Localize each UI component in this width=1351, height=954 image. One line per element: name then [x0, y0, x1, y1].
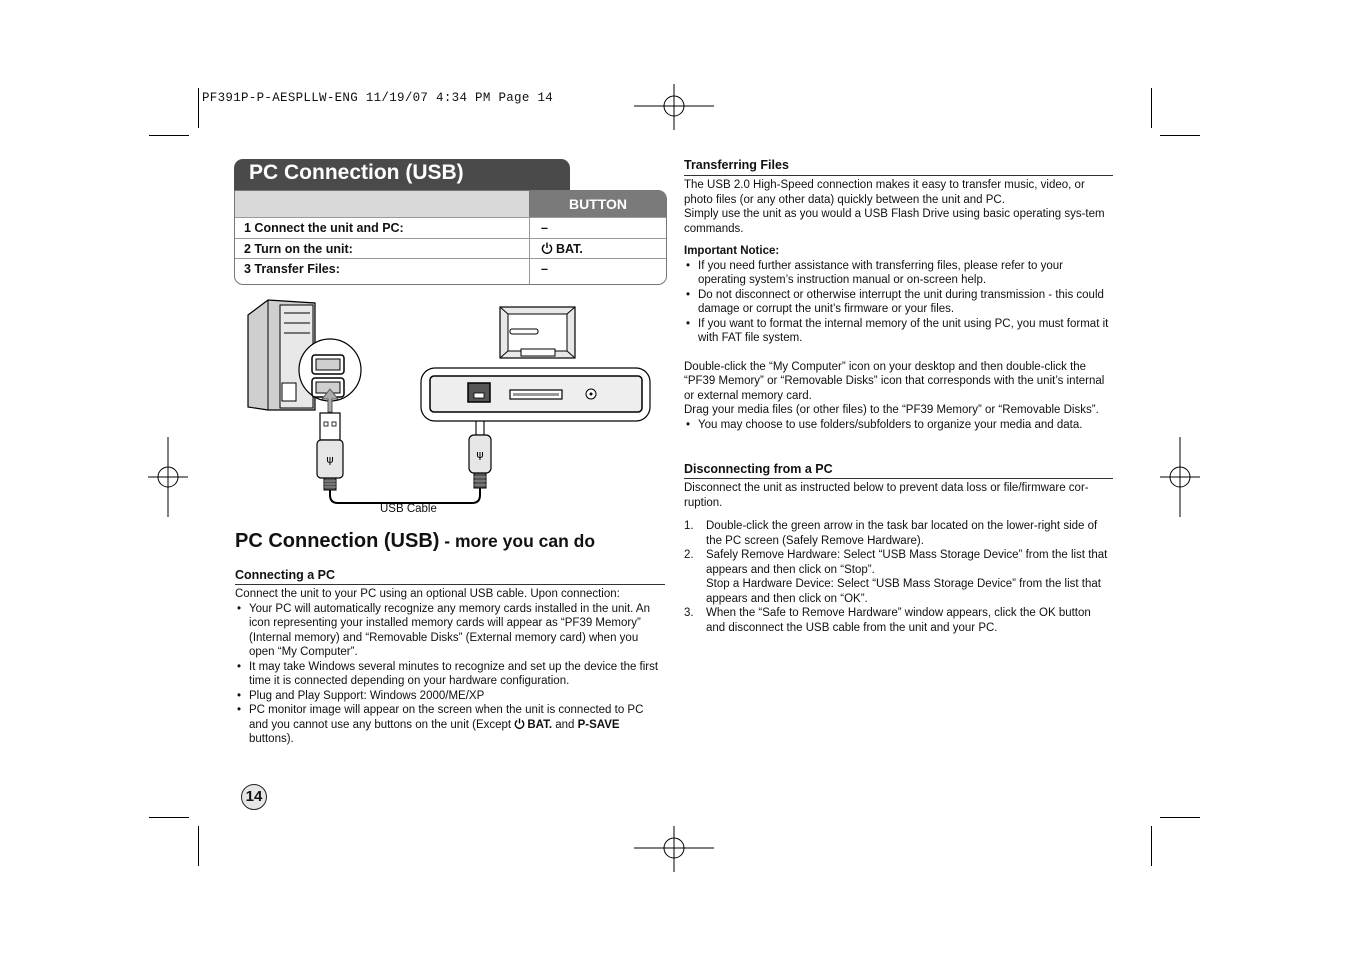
- section-rule: [684, 478, 1113, 479]
- mini-usb-plug-illustration: [469, 420, 491, 488]
- last-bullet-post: buttons).: [249, 733, 294, 745]
- table-header-blank: [235, 191, 529, 217]
- disconnecting-steps: [684, 519, 1113, 635]
- step-label: 1 Connect the unit and PC:: [244, 221, 404, 235]
- list-item: [684, 519, 1113, 548]
- connecting-bullets: [235, 602, 665, 747]
- disconnecting-body: [684, 481, 1113, 635]
- list-item: • Plug and Play Support: Windows 2000/ME/XP: [235, 689, 665, 704]
- registration-mark: [148, 437, 188, 517]
- svg-text:ψ: ψ: [326, 453, 334, 466]
- transferring-para: Double-click the “My Computer” icon on your desktop and then double-click the “PF39 Memory” or “Removable Disks” icon that corresponds with the unit’s internal or external memory card.: [684, 360, 1105, 402]
- photo-frame-illustration: [500, 307, 575, 358]
- section-rule: [235, 584, 665, 585]
- button-table: [234, 190, 667, 285]
- page-number: 14: [241, 784, 267, 810]
- transferring-para: Simply use the unit as you would a USB Flash Drive using basic operating sys-tem commands.: [684, 208, 1105, 235]
- list-item: • Do not disconnect or otherwise interrupt the unit during transmission - this could damage or corrupt the unit’s firmware or your files.: [684, 288, 1113, 317]
- crop-mark: [198, 88, 199, 128]
- step-number: 3.: [684, 607, 694, 619]
- button-value: –: [541, 221, 548, 235]
- crop-mark: [1151, 826, 1152, 866]
- list-item: • If you need further assistance with transferring files, please refer to your operating system’s instruction manual or on-screen help.: [684, 259, 1113, 288]
- power-icon: [514, 718, 525, 729]
- crop-mark: [1151, 88, 1152, 128]
- step-text: When the “Safe to Remove Hardware” window appears, click the OK button and disconnect the USB cable from the unit and your PC.: [706, 607, 1091, 634]
- list-item: • Your PC will automatically recognize any memory cards installed in the unit. An icon representing your installed memory cards will appear as “PF39 Memory” (Internal memory) and “Removable Disks” (External memory card) when you open “My Computer”.: [235, 602, 665, 660]
- list-item: [684, 548, 1113, 606]
- section-title-tab: [234, 159, 570, 191]
- step-text: Double-click the green arrow in the task bar located on the lower-right side of the PC screen (Safely Remove Hardware).: [706, 520, 1098, 547]
- step-text: Stop a Hardware Device: Select “USB Mass Storage Device” from the list that appears and then click on “OK”.: [706, 578, 1101, 605]
- step-number: 1.: [684, 520, 694, 532]
- crop-mark: [1160, 817, 1200, 818]
- button-value-wrap: [541, 242, 583, 256]
- svg-text:ψ: ψ: [476, 448, 484, 461]
- table-header-button: BUTTON: [530, 191, 666, 217]
- registration-mark: [1160, 437, 1200, 517]
- crop-mark: [149, 135, 189, 136]
- transferring-para: The USB 2.0 High-Speed connection makes it easy to transfer music, video, or photo files (or any other data) quickly between the unit and PC.: [684, 179, 1085, 206]
- step-label: 3 Transfer Files:: [244, 262, 340, 276]
- disconnecting-heading: Disconnecting from a PC: [684, 462, 833, 476]
- connecting-heading: Connecting a PC: [235, 568, 336, 582]
- power-icon: [541, 242, 553, 254]
- last-bullet-pre: PC monitor image will appear on the screen when the unit is connected to PC and you cannot use any buttons on the unit (Except: [249, 704, 644, 731]
- section-title: PC Connection (USB): [249, 161, 464, 184]
- notice-bullets: [684, 259, 1113, 346]
- list-item: • It may take Windows several minutes to recognize and set up the device the first time it is connected depending on your hardware configuration.: [235, 660, 665, 689]
- registration-mark: [634, 826, 714, 872]
- usb-cable-label: USB Cable: [380, 503, 437, 515]
- list-item: [235, 703, 665, 747]
- notice-heading: Important Notice:: [684, 245, 780, 257]
- button-value: BAT.: [556, 242, 583, 256]
- step-label: 2 Turn on the unit:: [244, 242, 353, 256]
- button-value: –: [541, 262, 548, 276]
- step-text: Safely Remove Hardware: Select “USB Mass Storage Device” from the list that appears and then click on “Stop”.: [706, 549, 1108, 576]
- connecting-body: [235, 587, 665, 747]
- list-item: • You may choose to use folders/subfolders to organize your media and data.: [684, 418, 1113, 433]
- usb-a-plug-illustration: [317, 413, 343, 490]
- table-row: [235, 217, 666, 239]
- crop-mark: [149, 817, 189, 818]
- table-divider: [529, 217, 530, 284]
- crop-mark: [1160, 135, 1200, 136]
- table-row: [235, 258, 666, 280]
- connection-diagram: [240, 295, 660, 520]
- bat-label: BAT.: [527, 718, 553, 731]
- frame-side-panel-magnifier: [421, 368, 650, 421]
- crop-mark: [198, 826, 199, 866]
- table-row: [235, 238, 666, 260]
- and-text: and: [552, 718, 578, 731]
- more-heading: [235, 530, 595, 553]
- disconnecting-intro: Disconnect the unit as instructed below to prevent data loss or file/firmware cor-ruption.: [684, 482, 1089, 509]
- list-item: [684, 606, 1113, 635]
- transferring-para: Drag your media files (or other files) to the “PF39 Memory” or “Removable Disks”.: [684, 404, 1099, 416]
- registration-mark: [634, 84, 714, 130]
- psave-label: P-SAVE: [577, 718, 620, 731]
- transferring-body: [684, 178, 1113, 432]
- folder-bullets: [684, 418, 1113, 433]
- print-header: PF391P-P-AESPLLW-ENG 11/19/07 4:34 PM Page 14: [202, 91, 554, 105]
- section-rule: [684, 175, 1113, 176]
- more-heading-subtitle: - more you can do: [439, 531, 596, 551]
- transferring-heading: Transferring Files: [684, 158, 789, 172]
- step-number: 2.: [684, 549, 694, 561]
- list-item: • If you want to format the internal memory of the unit using PC, you must format it with FAT file system.: [684, 317, 1113, 346]
- more-heading-title: PC Connection (USB): [235, 530, 440, 552]
- connecting-intro: Connect the unit to your PC using an optional USB cable. Upon connection:: [235, 588, 620, 600]
